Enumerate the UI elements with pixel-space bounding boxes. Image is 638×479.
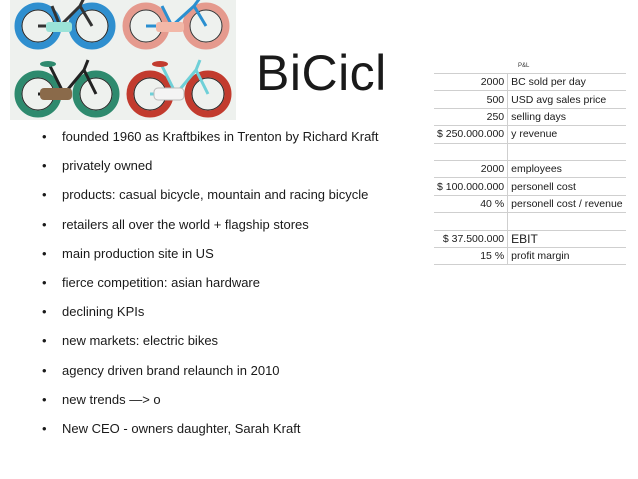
bullet-icon: • (42, 129, 47, 144)
pl-label (508, 213, 626, 230)
bullet-item: • retailers all over the world + flagship stores (42, 216, 309, 232)
bullet-icon: • (42, 420, 47, 436)
bullet-icon: • (42, 245, 47, 261)
bullet-item: • privately owned (42, 158, 153, 174)
pl-value: 250 (434, 108, 508, 125)
bullet-icon: • (42, 333, 47, 349)
pl-caption: P&L (518, 63, 530, 69)
pl-label: BC sold per day (508, 74, 626, 91)
table-row (434, 178, 626, 195)
pl-value: 500 (434, 91, 508, 108)
bullet-item: • products: casual bicycle, mountain and racing bicycle (42, 187, 369, 203)
table-row (434, 108, 626, 125)
bullet-icon: • (42, 187, 47, 203)
pl-label: EBIT (508, 230, 626, 247)
bullet-icon: • (42, 391, 47, 407)
bullet-item: • New CEO - owners daughter, Sarah Kraft (42, 420, 301, 436)
table-row (434, 213, 626, 230)
pl-value: 40 % (434, 195, 508, 212)
pl-label: y revenue (508, 126, 626, 143)
table-row (434, 195, 626, 212)
bullet-item: • new markets: electric bikes (42, 333, 219, 349)
pl-label: employees (508, 160, 626, 177)
bullet-icon: • (42, 362, 47, 378)
table-row (434, 126, 626, 143)
pl-value: 2000 (434, 160, 508, 177)
table-row (434, 230, 626, 247)
pl-table (434, 73, 626, 265)
pl-value: $ 250.000.000 (434, 126, 508, 143)
table-row (434, 91, 626, 108)
red-bicycle (130, 60, 228, 114)
pl-label (508, 143, 626, 160)
table-row (434, 160, 626, 177)
pink-bicycle (126, 0, 226, 46)
bullet-item: • declining KPIs (42, 304, 145, 320)
pl-value: $ 37.500.000 (434, 230, 508, 247)
pl-label: personell cost (508, 178, 626, 195)
pl-value: $ 100.000.000 (434, 178, 508, 195)
table-row (434, 74, 626, 91)
bullet-item: • founded 1960 as Kraftbikes in Trenton by Richard Kraft (42, 129, 379, 144)
bullet-item: • fierce competition: asian hardware (42, 274, 260, 290)
pl-label: USD avg sales price (508, 91, 626, 108)
bullet-item: • new trends —> o (42, 391, 161, 407)
pl-value: 15 % (434, 247, 508, 264)
bullet-item: • agency driven brand relaunch in 2010 (42, 362, 280, 378)
pl-value (434, 143, 508, 160)
table-row (434, 143, 626, 160)
bullet-icon: • (42, 304, 47, 320)
bullet-list (42, 129, 379, 450)
pl-label: personell cost / revenue (508, 195, 626, 212)
pl-value (434, 213, 508, 230)
pl-value: 2000 (434, 74, 508, 91)
slide-title: BiCicl (256, 45, 387, 101)
bicycles-image (10, 0, 236, 120)
bullet-icon: • (42, 274, 47, 290)
blue-bicycle (18, 0, 112, 46)
table-row (434, 247, 626, 264)
bullet-icon: • (42, 158, 47, 174)
pl-label: profit margin (508, 247, 626, 264)
bullet-icon: • (42, 216, 47, 232)
green-bicycle (18, 60, 116, 114)
pl-label: selling days (508, 108, 626, 125)
bullet-item: • main production site in US (42, 245, 214, 261)
